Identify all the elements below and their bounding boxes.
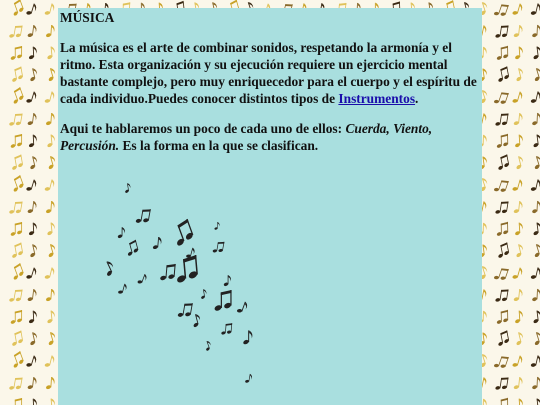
music-note-icon xyxy=(152,237,162,251)
music-note-icon xyxy=(27,200,37,214)
music-note-icon xyxy=(28,311,37,325)
article xyxy=(60,8,480,154)
music-note-icon xyxy=(137,272,148,285)
music-note-icon xyxy=(493,89,509,107)
music-note-icon xyxy=(496,46,508,61)
music-note-icon xyxy=(493,1,509,19)
music-note-icon xyxy=(45,243,57,258)
content-panel xyxy=(58,8,482,405)
music-note-icon xyxy=(532,310,540,324)
music-note-icon xyxy=(9,0,25,17)
page-title: MÚSICA xyxy=(60,10,115,25)
music-note-icon xyxy=(532,398,540,405)
intro-text: La música es el arte de combinar sonidos, respetando la armonía y el ritmo. Esta organización y su ejecución requiere un ejercicio mental bastante complejo, pero muy enriquecedor para el cuerpo y el espíritu de cada individuo.Puedes conocer distintos tipos de xyxy=(60,40,477,106)
music-note-icon xyxy=(25,266,37,281)
music-note-icon xyxy=(514,310,524,324)
music-note-icon xyxy=(531,243,540,258)
music-note-icon xyxy=(28,399,37,405)
music-note-icon xyxy=(9,263,25,281)
music-note-icon xyxy=(9,175,25,193)
music-note-icon xyxy=(495,112,509,128)
music-note-icon xyxy=(511,266,523,281)
music-note-icon xyxy=(221,322,233,336)
music-note-icon xyxy=(27,288,37,302)
music-note-icon xyxy=(514,222,524,236)
music-note-icon xyxy=(123,183,131,194)
music-note-icon xyxy=(212,240,225,254)
music-note-icon xyxy=(46,310,56,324)
music-note-icon xyxy=(190,313,202,328)
music-note-icon xyxy=(495,330,510,347)
music-note-icon xyxy=(25,354,37,369)
music-note-icon xyxy=(135,207,151,225)
music-note-icon xyxy=(236,300,249,315)
music-note-icon xyxy=(25,2,37,17)
music-note-icon xyxy=(496,310,508,325)
music-note-icon xyxy=(531,67,540,82)
music-note-icon xyxy=(10,310,22,325)
music-note-icon xyxy=(8,112,23,128)
music-note-icon xyxy=(495,66,510,83)
music-note-icon xyxy=(46,222,56,236)
music-note-icon xyxy=(124,240,140,257)
music-note-icon xyxy=(223,275,231,286)
instrumentos-link[interactable]: Instrumentos xyxy=(338,91,416,106)
music-note-icon xyxy=(530,354,540,369)
music-notes-icon xyxy=(98,168,338,398)
music-note-icon xyxy=(511,90,523,105)
music-note-icon xyxy=(117,227,125,238)
music-note-icon xyxy=(28,135,37,149)
music-note-icon xyxy=(531,289,540,303)
music-note-icon xyxy=(101,260,116,277)
music-note-icon xyxy=(45,25,55,39)
music-note-icon xyxy=(44,266,56,281)
music-note-icon xyxy=(495,24,509,40)
music-note-icon xyxy=(511,2,523,17)
music-note-icon xyxy=(45,201,55,215)
music-note-icon xyxy=(513,288,523,302)
music-note-icon xyxy=(531,377,540,391)
music-note-icon xyxy=(531,331,540,346)
music-note-icon xyxy=(9,87,25,105)
music-note-icon xyxy=(8,24,23,40)
music-note-icon xyxy=(28,47,37,61)
music-note-icon xyxy=(496,134,508,149)
music-note-icon xyxy=(495,242,510,259)
music-note-icon xyxy=(9,330,24,346)
music-note-icon xyxy=(243,330,253,345)
music-note-icon xyxy=(513,376,523,390)
music-note-icon xyxy=(169,219,196,248)
music-note-icon xyxy=(495,288,509,304)
music-note-icon xyxy=(45,289,55,303)
classification-paragraph xyxy=(60,120,480,154)
music-note-icon xyxy=(530,2,540,17)
music-note-icon xyxy=(45,155,57,170)
music-note-icon xyxy=(46,46,56,60)
music-note-icon xyxy=(531,25,540,39)
music-note-icon xyxy=(45,67,57,82)
music-note-icon xyxy=(177,301,193,319)
music-note-icon xyxy=(531,201,540,215)
music-note-icon xyxy=(495,200,509,216)
music-note-icon xyxy=(513,112,523,126)
music-note-icon xyxy=(199,289,207,300)
music-note-icon xyxy=(513,244,525,259)
music-note-icon xyxy=(27,24,37,38)
music-note-icon xyxy=(159,263,176,282)
music-note-icon xyxy=(514,398,524,405)
music-note-icon xyxy=(27,376,37,390)
music-note-icon xyxy=(495,154,510,171)
music-note-icon xyxy=(531,113,540,127)
music-note-icon xyxy=(25,178,37,193)
music-note-icon xyxy=(44,354,56,369)
music-note-icon xyxy=(530,266,540,281)
music-note-icon xyxy=(532,222,540,236)
music-note-icon xyxy=(9,351,25,369)
music-note-icon xyxy=(27,156,38,171)
music-note-icon xyxy=(511,354,523,369)
music-note-icon xyxy=(493,265,509,283)
music-note-icon xyxy=(532,134,540,148)
music-note-icon xyxy=(45,377,55,391)
music-note-icon xyxy=(514,46,524,60)
music-note-icon xyxy=(530,178,540,193)
music-note-icon xyxy=(531,155,540,170)
music-note-icon xyxy=(214,222,219,230)
music-note-icon xyxy=(45,331,57,346)
music-note-icon xyxy=(532,46,540,60)
music-note-icon xyxy=(495,376,509,392)
classification-text: Aqui te hablaremos un poco de cada uno de ellos: xyxy=(60,121,346,136)
music-note-icon xyxy=(9,66,24,82)
music-note-icon xyxy=(496,398,508,405)
music-note-icon xyxy=(513,332,525,347)
music-note-icon xyxy=(10,46,22,61)
music-note-icon xyxy=(513,68,525,83)
music-note-icon xyxy=(9,154,24,170)
music-note-icon xyxy=(174,255,199,284)
music-note-icon xyxy=(10,134,22,149)
music-note-icon xyxy=(8,376,23,392)
music-note-icon xyxy=(8,200,23,216)
music-note-icon xyxy=(27,244,38,259)
music-note-icon xyxy=(493,177,509,195)
music-note-icon xyxy=(513,156,525,171)
music-note-icon xyxy=(25,90,37,105)
classification-end: Es la forma en la que se clasifican. xyxy=(119,138,319,153)
music-note-icon xyxy=(27,68,38,83)
music-note-icon xyxy=(46,398,56,405)
music-note-icon xyxy=(117,283,127,296)
music-note-icon xyxy=(10,222,22,237)
music-note-icon xyxy=(27,112,37,126)
music-note-icon xyxy=(493,353,509,371)
music-note-icon xyxy=(513,200,523,214)
music-note-icon xyxy=(44,178,56,193)
music-note-icon xyxy=(511,178,523,193)
instrument-types: Cuerda, Viento, Percusión. xyxy=(60,121,433,153)
music-note-icon xyxy=(496,222,508,237)
music-note-icon xyxy=(44,2,56,17)
music-note-icon xyxy=(10,398,22,405)
music-note-icon xyxy=(28,223,37,237)
music-note-icon xyxy=(514,134,524,148)
intro-paragraph xyxy=(60,39,480,107)
music-note-icon xyxy=(27,332,38,347)
music-note-icon xyxy=(513,24,523,38)
music-note-icon xyxy=(45,113,55,127)
music-note-icon xyxy=(244,373,252,384)
music-note-icon xyxy=(44,90,56,105)
music-note-icon xyxy=(8,288,23,304)
music-note-icon xyxy=(530,90,540,105)
music-note-icon xyxy=(9,242,24,258)
music-note-icon xyxy=(46,134,56,148)
music-note-icon xyxy=(203,340,213,351)
intro-period: . xyxy=(415,91,419,106)
music-note-icon xyxy=(214,290,232,312)
